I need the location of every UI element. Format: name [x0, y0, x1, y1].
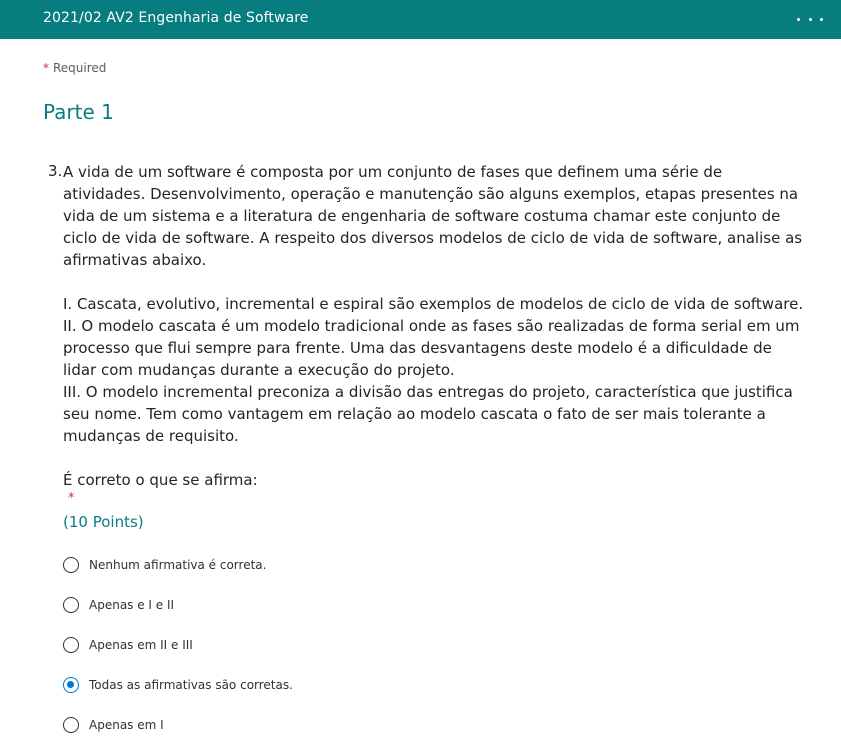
question-text: [63, 161, 808, 491]
statement-i: I. Cascata, evolutivo, incremental e espiral são exemplos de modelos de ciclo de vida de software.: [63, 295, 804, 313]
section-title: Parte 1: [43, 100, 114, 124]
required-label: Required: [53, 61, 107, 75]
question-required-star: *: [68, 491, 75, 506]
option-3[interactable]: [63, 675, 293, 695]
statement-iii: III. O modelo incremental preconiza a divisão das entregas do projeto, característica que justifica seu nome. Tem como vantagem em relação ao modelo cascata o fato de ser mais tolerante a mudanças de requisito.: [63, 383, 793, 445]
required-star: *: [43, 61, 49, 75]
option-label: Todas as afirmativas são corretas.: [89, 678, 293, 692]
more-options-icon[interactable]: [797, 8, 823, 30]
header-bar: [0, 0, 841, 39]
option-0[interactable]: [63, 555, 266, 575]
question-intro: A vida de um software é composta por um conjunto de fases que definem uma série de atividades. Desenvolvimento, operação e manutenção são alguns exemplos, etapas presentes na vida de um sistema e a literatura de engenharia de software costuma chamar este conjunto de ciclo de vida de software. A respeito dos diversos modelos de ciclo de vida de software, analise as afirmativas abaixo.: [63, 163, 803, 269]
question-prompt: É correto o que se afirma:: [63, 471, 258, 489]
option-1[interactable]: [63, 595, 174, 615]
statement-ii: II. O modelo cascata é um modelo tradicional onde as fases são realizadas de forma serial em um processo que flui sempre para frente. Uma das desvantagens deste modelo é a dificuldade de lidar com mudanças durante a execução do projeto.: [63, 317, 800, 379]
radio-button-icon[interactable]: [63, 717, 79, 733]
option-4[interactable]: [63, 715, 164, 735]
question-number: 3.: [48, 162, 63, 180]
option-label: Apenas em II e III: [89, 638, 193, 652]
form-title: 2021/02 AV2 Engenharia de Software: [43, 10, 309, 26]
option-label: Apenas e I e II: [89, 598, 175, 612]
radio-button-icon[interactable]: [63, 677, 79, 693]
option-2[interactable]: [63, 635, 193, 655]
option-label: Apenas em I: [89, 718, 164, 732]
question-points: (10 Points): [63, 513, 144, 531]
required-note: [43, 61, 106, 75]
option-label: Nenhum afirmativa é correta.: [89, 558, 267, 572]
radio-button-icon[interactable]: [63, 597, 79, 613]
radio-button-icon[interactable]: [63, 557, 79, 573]
radio-button-icon[interactable]: [63, 637, 79, 653]
